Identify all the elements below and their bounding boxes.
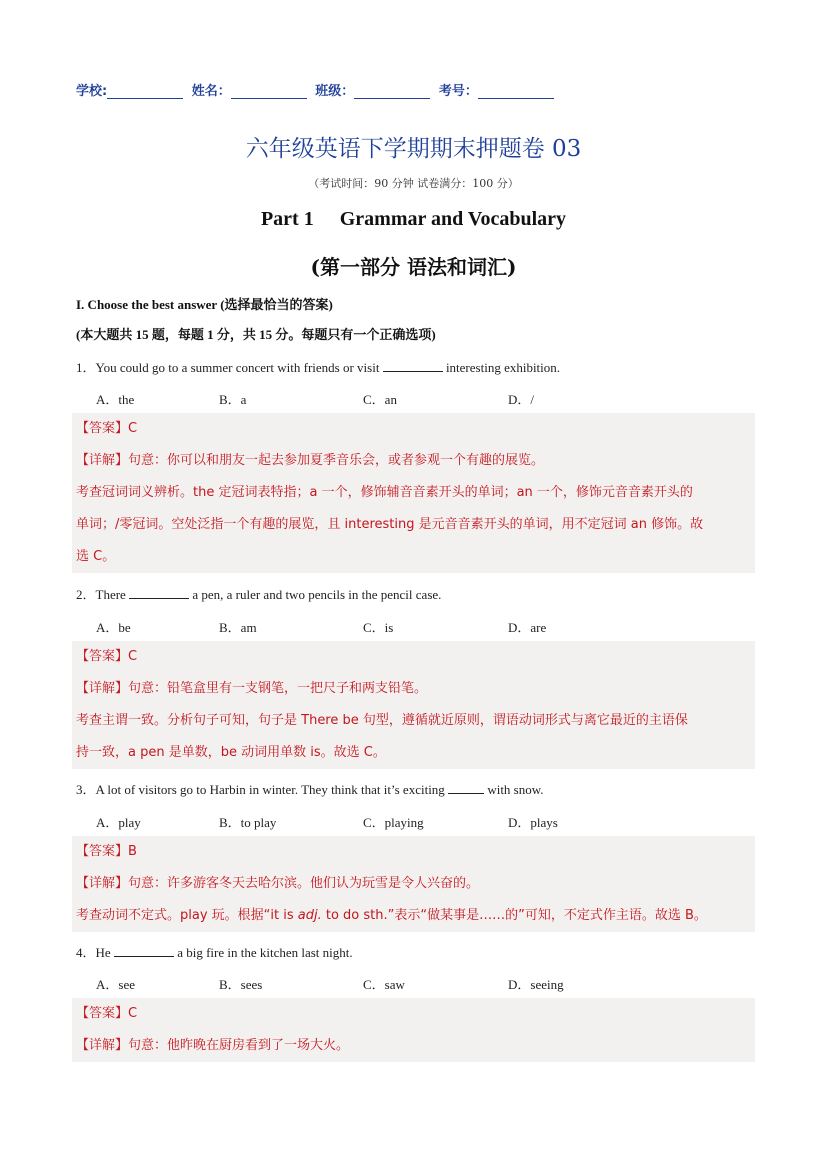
question-3: 3．A lot of visitors go to Harbin in winter. They think that it’s exciting with snow. <box>76 782 544 797</box>
answer-value: C <box>128 1006 138 1021</box>
option-d[interactable]: D．plays <box>508 815 558 830</box>
answer-label: 【答案】 <box>76 844 129 859</box>
question-2: 2．There a pen, a ruler and two pencils in the pencil case. <box>76 587 442 602</box>
option-c[interactable]: C．playing <box>363 815 424 830</box>
student-info-line <box>76 80 554 99</box>
answer-label: 【答案】 <box>76 1006 129 1021</box>
question-3-blank[interactable] <box>448 781 484 794</box>
detail-label: 【详解】 <box>76 453 129 468</box>
answer-value: C <box>128 421 138 436</box>
section-heading: I. Choose the best answer (选择最恰当的答案) <box>76 297 333 312</box>
question-4: 4．He a big fire in the kitchen last night. <box>76 945 353 960</box>
option-a[interactable]: A．be <box>96 620 131 635</box>
answer-box-1 <box>72 413 755 573</box>
detail-text: 句意：许多游客冬天去哈尔滨。他们认为玩雪是令人兴奋的。 <box>128 876 480 891</box>
page-title: 六年级英语下学期期末押题卷 03 <box>245 136 582 162</box>
detail-text: 句意：你可以和朋友一起去参加夏季音乐会，或者参观一个有趣的展览。 <box>128 453 545 468</box>
answer-box-2 <box>72 641 755 769</box>
option-a[interactable]: A．the <box>96 392 135 407</box>
detail-text: 考查动词不定式。play 玩。根据“it is adj. to do sth.”表示“做某事是……的”可知，不定式作主语。故选 B。 <box>76 908 707 923</box>
detail-text: 单词；/零冠词。空处泛指一个有趣的展览，且 interesting 是元音音素开头的单词，用不定冠词 an 修饰。故 <box>76 517 704 532</box>
question-4-blank[interactable] <box>114 944 174 957</box>
option-d[interactable]: D．/ <box>508 392 535 407</box>
option-d[interactable]: D．seeing <box>508 977 564 992</box>
detail-text: 持一致，a pen 是单数，be 动词用单数 is。故选 C。 <box>76 745 386 760</box>
number-label: 考号： <box>438 84 478 99</box>
school-label: 学校: <box>76 84 108 99</box>
question-1-blank[interactable] <box>383 359 443 372</box>
option-b[interactable]: B．am <box>219 620 257 635</box>
answer-value: B <box>128 844 137 859</box>
detail-text: 句意：他昨晚在厨房看到了一场大火。 <box>128 1038 350 1053</box>
question-2-blank[interactable] <box>129 586 189 599</box>
answer-label: 【答案】 <box>76 649 129 664</box>
class-field[interactable] <box>354 84 430 99</box>
school-field[interactable] <box>107 84 183 99</box>
option-b[interactable]: B．sees <box>219 977 263 992</box>
option-d[interactable]: D．are <box>508 620 547 635</box>
name-field[interactable] <box>231 84 307 99</box>
option-c[interactable]: C．is <box>363 620 394 635</box>
option-b[interactable]: B．to play <box>219 815 277 830</box>
part-name: Grammar and Vocabulary <box>339 208 567 230</box>
detail-label: 【详解】 <box>76 1038 129 1053</box>
answer-box-3 <box>72 836 755 932</box>
part-heading-cn: (第一部分 语法和词汇) <box>310 255 517 279</box>
option-b[interactable]: B．a <box>219 392 247 407</box>
detail-text: 考查冠词词义辨析。the 定冠词表特指；a 一个，修饰辅音音素开头的单词；an 一个，修饰元音音素开头的 <box>76 485 693 500</box>
number-field[interactable] <box>478 84 554 99</box>
part-number: Part 1 <box>260 208 314 230</box>
option-c[interactable]: C．saw <box>363 977 405 992</box>
section-instruction: (本大题共 15 题，每题 1 分，共 15 分。每题只有一个正确选项) <box>76 327 436 342</box>
exam-subtitle: （考试时间：90 分钟 试卷满分：100 分） <box>308 177 519 190</box>
answer-box-4 <box>72 998 755 1062</box>
detail-text: 句意：铅笔盒里有一支钢笔，一把尺子和两支铅笔。 <box>128 681 428 696</box>
part-heading <box>0 208 827 231</box>
detail-label: 【详解】 <box>76 681 129 696</box>
question-1: 1．You could go to a summer concert with friends or visit interesting exhibition. <box>76 360 561 375</box>
detail-text: 选 C。 <box>76 549 116 564</box>
option-a[interactable]: A．play <box>96 815 141 830</box>
option-c[interactable]: C．an <box>363 392 397 407</box>
option-a[interactable]: A．see <box>96 977 135 992</box>
detail-label: 【详解】 <box>76 876 129 891</box>
answer-value: C <box>128 649 138 664</box>
class-label: 班级： <box>315 84 355 99</box>
answer-label: 【答案】 <box>76 421 129 436</box>
detail-text: 考查主谓一致。分析句子可知，句子是 There be 句型，遵循就近原则，谓语动词形式与离它最近的主语保 <box>76 713 688 728</box>
name-label: 姓名： <box>191 84 231 99</box>
